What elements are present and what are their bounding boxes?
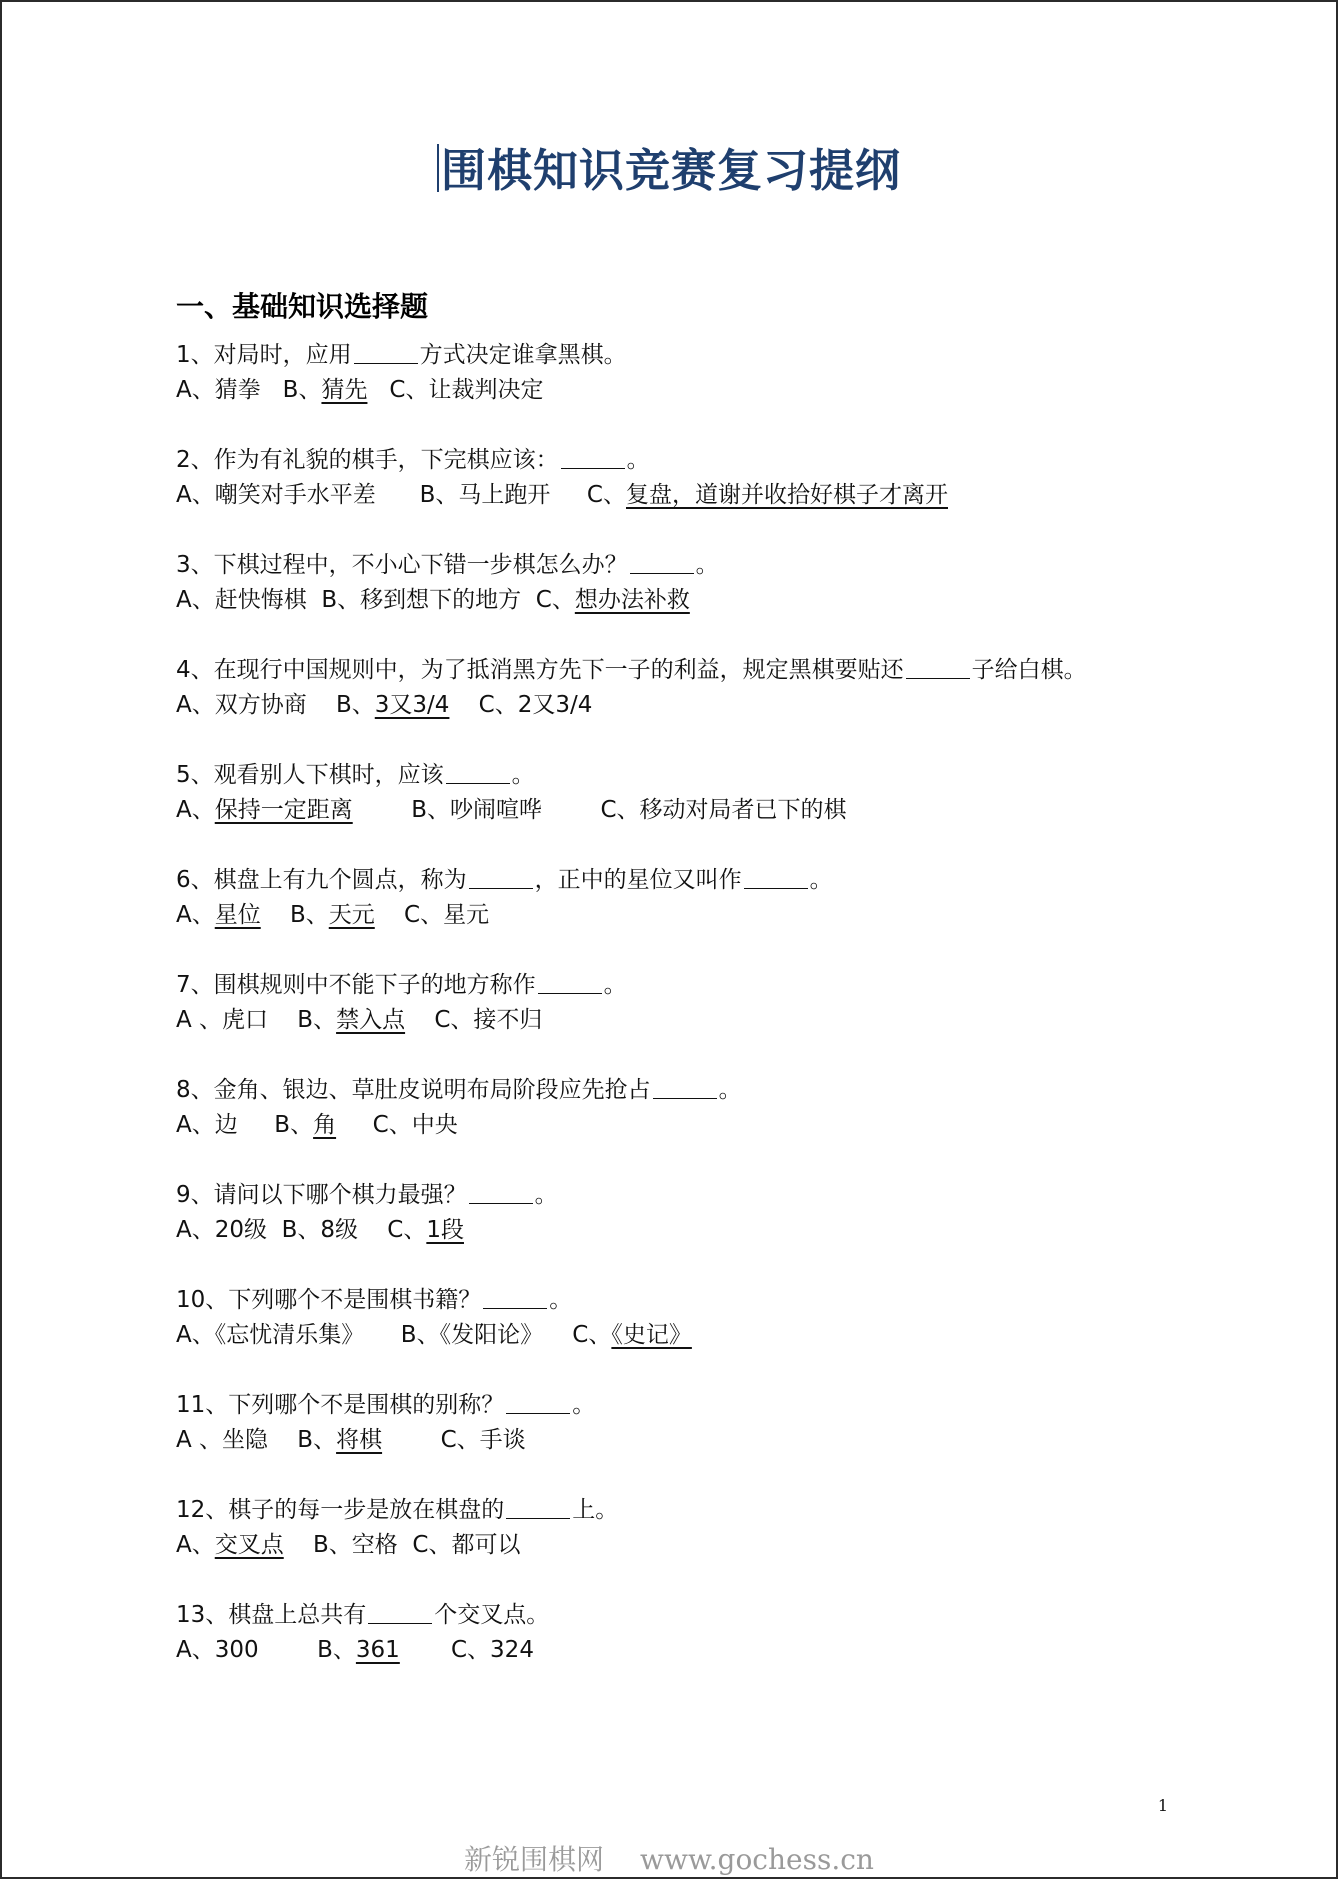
correct-answer: 星位 (214, 902, 261, 928)
option-text: A、赶快悔棋 B、移到想下的地方 C、 (176, 587, 575, 613)
option-text: A、猜拳 B、 (176, 377, 322, 403)
option-text: A、 (176, 797, 215, 823)
option-text: A 、虎口 B、 (176, 1007, 337, 1033)
answer-blank (506, 1496, 570, 1519)
question-text-segment: 。 (603, 972, 627, 998)
question-item (176, 338, 1176, 408)
answer-blank (906, 656, 970, 679)
question-text (176, 443, 1176, 478)
question-options (176, 1213, 1176, 1248)
correct-answer: 复盘，道谢并收拾好棋子才离开 (626, 482, 948, 508)
question-options (176, 793, 1176, 828)
answer-blank (354, 341, 418, 364)
question-text-segment: 。 (534, 1182, 558, 1208)
question-item (176, 1073, 1176, 1143)
option-text: C、让裁判决定 (367, 377, 544, 403)
footer (0, 1838, 1338, 1878)
question-text-segment: 1、对局时，应用 (176, 342, 352, 368)
question-text (176, 653, 1176, 688)
option-text: A 、坐隐 B、 (176, 1427, 337, 1453)
question-text-segment: 方式决定谁拿黑棋。 (419, 342, 627, 368)
question-text-segment: ，正中的星位又叫作 (534, 867, 742, 893)
option-text: A、边 B、 (176, 1112, 314, 1138)
answer-blank (744, 866, 808, 889)
correct-answer: 禁入点 (336, 1007, 406, 1033)
section-heading: 一、基础知识选择题 (176, 290, 429, 323)
footer-site-url: www.gochess.cn (640, 1843, 874, 1876)
correct-answer: 角 (313, 1112, 337, 1138)
answer-blank (483, 1286, 547, 1309)
correct-answer: 3又3/4 (374, 692, 450, 718)
footer-site-name: 新锐围棋网 (464, 1843, 605, 1876)
correct-answer: 保持一定距离 (214, 797, 353, 823)
question-text (176, 1388, 1176, 1423)
question-text-segment: 。 (718, 1077, 742, 1103)
question-options (176, 1423, 1176, 1458)
question-text-segment: 。 (809, 867, 833, 893)
question-text (176, 1283, 1176, 1318)
question-text-segment: 6、棋盘上有九个圆点，称为 (176, 867, 467, 893)
answer-blank (446, 761, 510, 784)
question-options (176, 373, 1176, 408)
question-text-segment: 3、下棋过程中，不小心下错一步棋怎么办？ (176, 552, 628, 578)
option-text: C、中央 (336, 1112, 458, 1138)
answer-blank (469, 1181, 533, 1204)
answer-blank (630, 551, 694, 574)
option-text: A、 (176, 902, 215, 928)
question-options (176, 1633, 1176, 1668)
correct-answer: 1段 (426, 1217, 464, 1243)
question-text (176, 758, 1176, 793)
option-text: A、《忘忧清乐集》 B、《发阳论》 C、 (176, 1322, 612, 1348)
question-text-segment: 。 (549, 1287, 573, 1313)
option-text: C、2又3/4 (449, 692, 593, 718)
correct-answer: 想办法补救 (574, 587, 690, 613)
question-item (176, 1493, 1176, 1563)
question-item (176, 653, 1176, 723)
question-text-segment: 子给白棋。 (971, 657, 1087, 683)
question-item (176, 1598, 1176, 1668)
question-text-segment: 。 (695, 552, 719, 578)
correct-answer: 将棋 (336, 1427, 383, 1453)
question-text-segment: 11、下列哪个不是围棋的别称？ (176, 1392, 505, 1418)
document-title: 围棋知识竞赛复习提纲 (440, 144, 901, 197)
option-text: C、星元 (374, 902, 490, 928)
question-text (176, 1073, 1176, 1108)
question-options (176, 1003, 1176, 1038)
question-text-segment: 8、金角、银边、草肚皮说明布局阶段应先抢占 (176, 1077, 651, 1103)
question-list (176, 338, 1176, 1703)
option-text: B、 (260, 902, 329, 928)
correct-answer: 《史记》 (611, 1322, 692, 1348)
question-options (176, 478, 1176, 513)
answer-blank (469, 866, 533, 889)
correct-answer: 天元 (328, 902, 375, 928)
question-options (176, 898, 1176, 933)
correct-answer: 交叉点 (214, 1532, 284, 1558)
question-text-segment: 2、作为有礼貌的棋手，下完棋应该： (176, 447, 559, 473)
question-text (176, 548, 1176, 583)
question-text-segment: 9、请问以下哪个棋力最强？ (176, 1182, 467, 1208)
option-text: A、20级 B、8级 C、 (176, 1217, 427, 1243)
question-text (176, 1598, 1176, 1633)
question-text-segment: 。 (626, 447, 650, 473)
question-text (176, 863, 1176, 898)
question-item (176, 1178, 1176, 1248)
question-text (176, 1178, 1176, 1213)
question-item (176, 758, 1176, 828)
question-text-segment: 上。 (572, 1497, 619, 1523)
document-title-row (0, 134, 1338, 199)
question-text-segment: 13、棋盘上总共有 (176, 1602, 367, 1628)
question-text-segment: 。 (572, 1392, 596, 1418)
question-item (176, 863, 1176, 933)
answer-blank (506, 1391, 570, 1414)
question-item (176, 443, 1176, 513)
page-number: 1 (1157, 1796, 1168, 1815)
question-text-segment: 个交叉点。 (434, 1602, 550, 1628)
question-text (176, 338, 1176, 373)
question-text-segment: 。 (511, 762, 535, 788)
question-text (176, 968, 1176, 1003)
text-cursor (437, 144, 439, 192)
answer-blank (653, 1076, 717, 1099)
option-text: A、 (176, 1532, 215, 1558)
correct-answer: 猜先 (321, 377, 368, 403)
question-text-segment: 4、在现行中国规则中，为了抵消黑方先下一子的利益，规定黑棋要贴还 (176, 657, 904, 683)
question-text (176, 1493, 1176, 1528)
question-item (176, 968, 1176, 1038)
answer-blank (368, 1601, 432, 1624)
option-text: B、吵闹喧哗 C、移动对局者已下的棋 (352, 797, 847, 823)
question-text-segment: 5、观看别人下棋时，应该 (176, 762, 444, 788)
option-text: B、空格 C、都可以 (283, 1532, 521, 1558)
option-text: A、嘲笑对手水平差 B、马上跑开 C、 (176, 482, 626, 508)
question-item (176, 1388, 1176, 1458)
question-options (176, 688, 1176, 723)
answer-blank (538, 971, 602, 994)
question-text-segment: 10、下列哪个不是围棋书籍？ (176, 1287, 482, 1313)
option-text: C、接不归 (405, 1007, 543, 1033)
question-options (176, 1108, 1176, 1143)
option-text: A、300 B、 (176, 1637, 356, 1663)
option-text: C、324 (399, 1637, 534, 1663)
question-item (176, 548, 1176, 618)
question-text-segment: 12、棋子的每一步是放在棋盘的 (176, 1497, 505, 1523)
question-text-segment: 7、围棋规则中不能下子的地方称作 (176, 972, 536, 998)
question-item (176, 1283, 1176, 1353)
answer-blank (561, 446, 625, 469)
question-options (176, 1318, 1176, 1353)
option-text: A、双方协商 B、 (176, 692, 375, 718)
question-options (176, 1528, 1176, 1563)
option-text: C、手谈 (382, 1427, 526, 1453)
correct-answer: 361 (355, 1637, 400, 1663)
question-options (176, 583, 1176, 618)
